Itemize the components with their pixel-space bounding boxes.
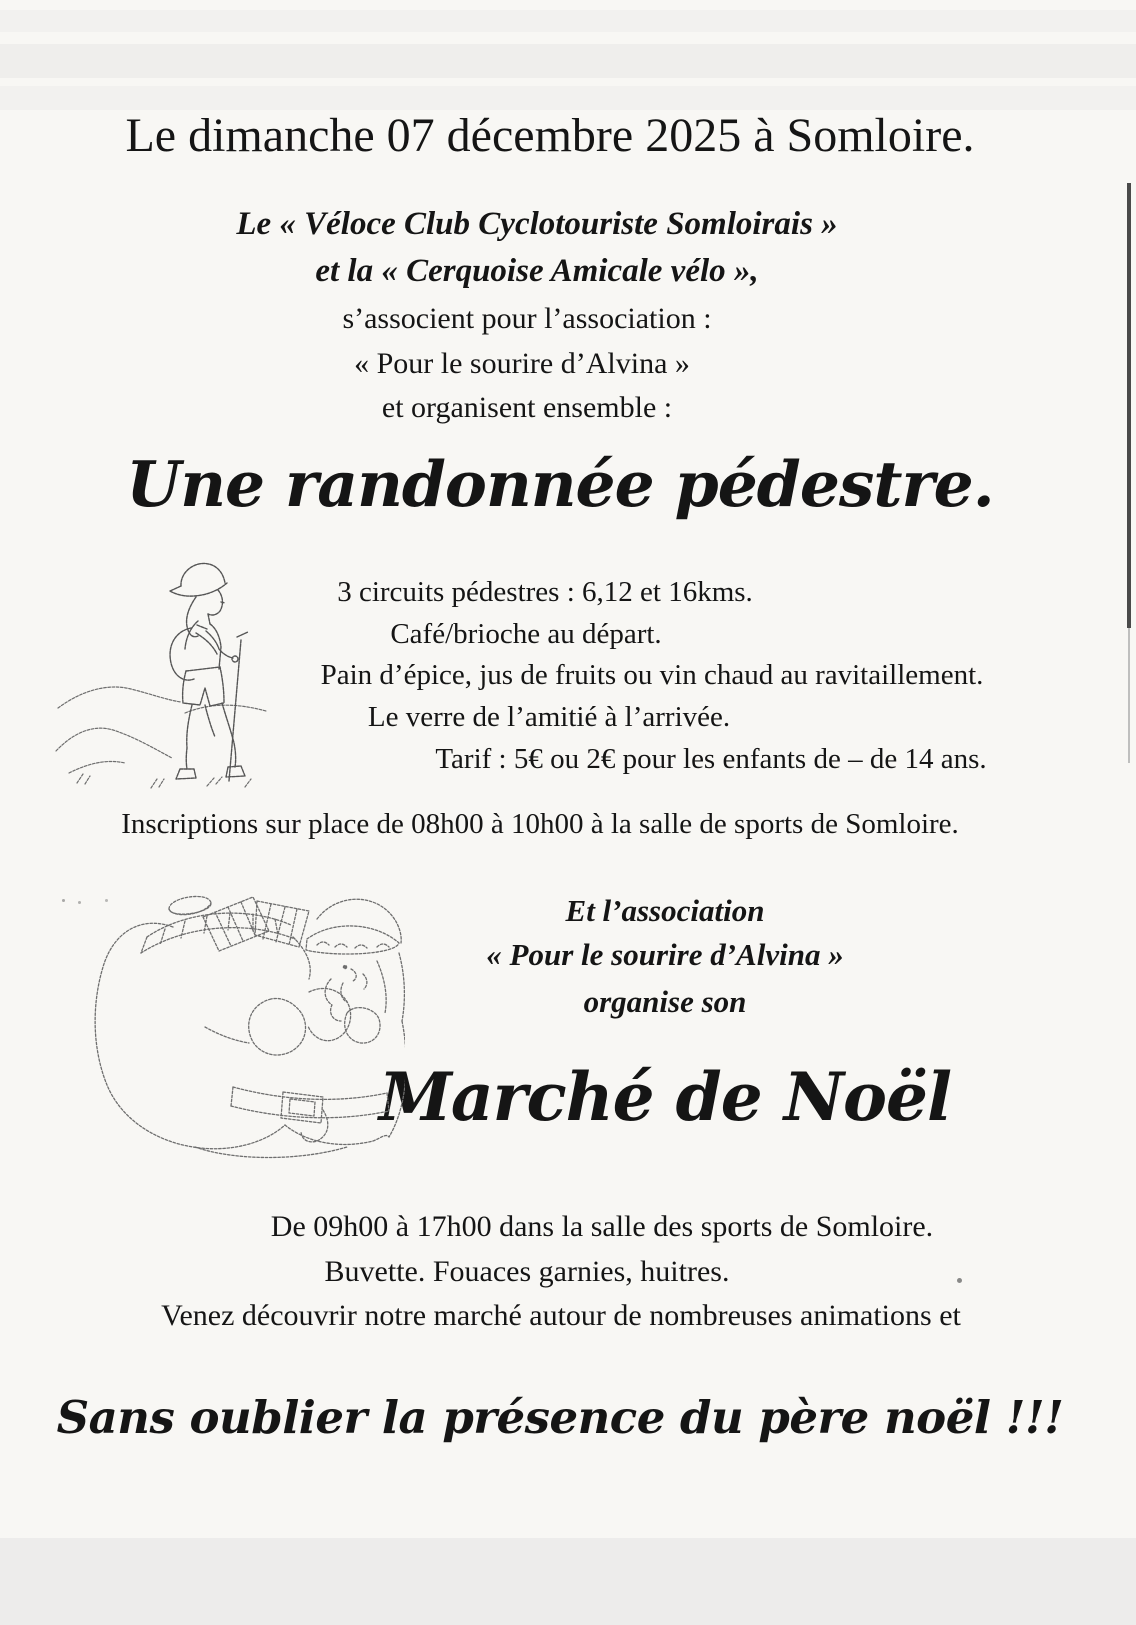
market-intro-1: Et l’association bbox=[565, 893, 765, 928]
club-name-1: Le « Véloce Club Cyclotouriste Somloirais » bbox=[236, 206, 838, 242]
scan-noise-band bbox=[0, 10, 1136, 32]
market-intro-3: organise son bbox=[583, 984, 747, 1019]
hiker-icon bbox=[55, 545, 270, 790]
hike-detail-verre: Le verre de l’amitié à l’arrivée. bbox=[367, 701, 731, 733]
association-name: « Pour le sourire d’Alvina » bbox=[354, 347, 690, 380]
santa-presence-line: Sans oublier la présence du père noël !!! bbox=[56, 1391, 1064, 1444]
market-detail-buvette: Buvette. Fouaces garnies, huitres. bbox=[324, 1255, 730, 1288]
date-title: Le dimanche 07 décembre 2025 à Somloire. bbox=[125, 109, 975, 162]
hike-detail-cafe: Café/brioche au départ. bbox=[390, 618, 662, 650]
scan-noise-band bbox=[0, 44, 1136, 78]
organize-line: et organisent ensemble : bbox=[381, 391, 673, 424]
hiker-illustration bbox=[55, 545, 270, 790]
market-detail-hours: De 09h00 à 17h00 dans la salle des sports de Somloire. bbox=[270, 1210, 934, 1243]
hike-title: Une randonnée pédestre. bbox=[126, 447, 994, 521]
hike-detail-ravitaillement: Pain d’épice, jus de fruits ou vin chaud au ravitaillement. bbox=[320, 659, 984, 691]
market-detail-venez: Venez découvrir notre marché autour de nombreuses animations et bbox=[161, 1299, 961, 1332]
scan-speck bbox=[78, 901, 81, 904]
hike-detail-tarif: Tarif : 5€ ou 2€ pour les enfants de – de 14 ans. bbox=[435, 743, 987, 775]
santa-illustration bbox=[85, 875, 405, 1175]
market-title: Marché de Noël bbox=[378, 1058, 952, 1136]
market-intro-2: « Pour le sourire d’Alvina » bbox=[486, 937, 844, 972]
club-name-2: et la « Cerquoise Amicale vélo », bbox=[315, 253, 759, 289]
santa-icon bbox=[85, 875, 405, 1175]
scan-noise-band bbox=[0, 1538, 1136, 1625]
scan-artifact-line bbox=[1127, 183, 1131, 628]
scan-noise-band bbox=[0, 86, 1136, 110]
scan-speck bbox=[62, 899, 65, 902]
hike-detail-circuits: 3 circuits pédestres : 6,12 et 16kms. bbox=[337, 576, 753, 608]
registration-line: Inscriptions sur place de 08h00 à 10h00 à la salle de sports de Somloire. bbox=[121, 808, 959, 840]
join-line: s’associent pour l’association : bbox=[342, 302, 712, 335]
